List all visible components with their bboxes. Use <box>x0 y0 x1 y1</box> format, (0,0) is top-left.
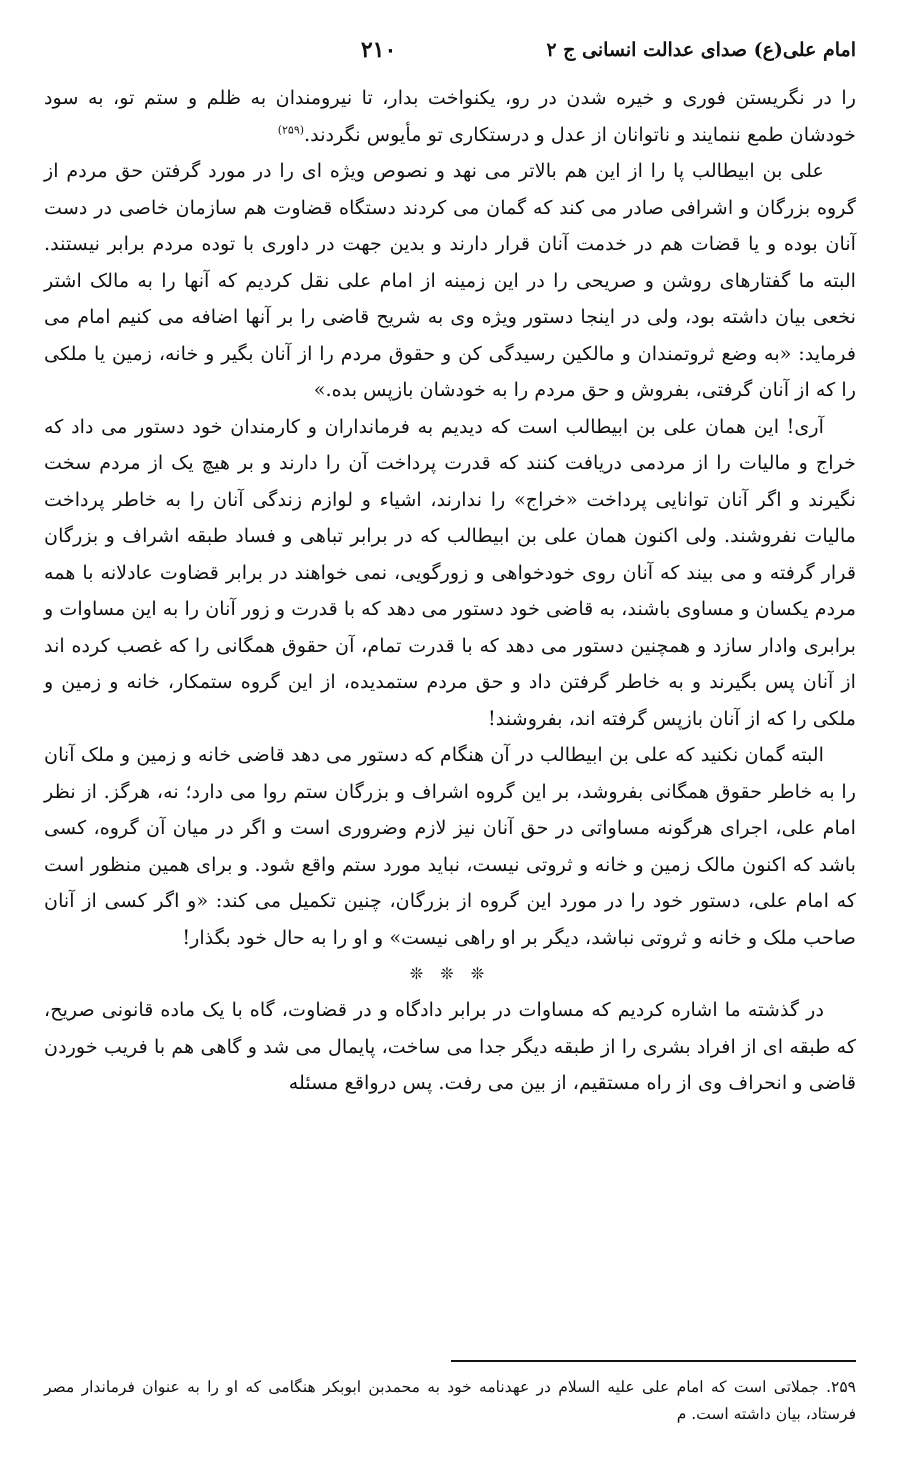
page-number: ۲۱۰ <box>360 37 397 63</box>
footnote-divider <box>451 1360 856 1362</box>
page-header <box>44 32 856 68</box>
footnote <box>44 1374 856 1428</box>
paragraph-1 <box>44 80 856 153</box>
footnote-text: ۲۵۹. جملاتی است که امام علی علیه السلام در عهدنامه خود به محمدبن ابوبکر هنگامی که او را به عنوان فرماندار مصر فرستاد، بیان داشته است. م <box>44 1378 856 1423</box>
paragraph-5: در گذشته ما اشاره کردیم که مساوات در برابر دادگاه و در قضاوت، گاه با یک ماده قانونی صریح، که طبقه ای از افراد بشری را از طبقه دیگر جدا می ساخت، پایمال می شد و گاهی هم با فریب خوردن قاضی و انحراف وی از راه مستقیم، از بین می رفت. پس درواقع مسئله <box>44 998 856 1094</box>
section-separator: ❊ ❊ ❊ <box>409 964 491 983</box>
running-title: امام علی(ع) صدای عدالت انسانی ج ۲ <box>546 39 856 61</box>
footnote-reference[interactable]: (۲۵۹) <box>277 123 305 137</box>
paragraph-3: آری! این همان علی بن ابیطالب است که دیدیم به فرمانداران و کارمندان خود دستور می داد که خراج و مالیات را از مردمی دریافت کنند که قدرت پرداخت آن را دارند و بر هیچ یک از مردم سخت نگیرند و اگر آنان توانایی پرداخت «خراج» را ندارند، اشیاء و لوازم زندگی آنان را به خاطر پرداخت مالیات نفروشند. ولی اکنون همان علی بن ابیطالب که در برابر تباهی و فساد طبقه اشراف و بزرگان قرار گرفته و می بیند که آنان روی خودخواهی و زورگویی، نمی خواهند در برابر قضاوت عادلانه با همه مردم یکسان و مساوی باشند، به قاضی خود دستور می دهد که با قدرت و زور آنان را به این مساوات و برابری وادار سازد و همچنین دستور می دهد که با قدرت تمام، آن حقوق همگانی را که غصب کرده اند از آنان پس بگیرند و به خاطر گرفتن داد و حق مردم ستمدیده، از این گروه ستمکار، خانه و زمین و ملکی را که از آنان بازپس گرفته اند، بفروشند! <box>44 414 856 730</box>
paragraph-4: البته گمان نکنید که علی بن ابیطالب در آن هنگام که دستور می دهد قاضی خانه و زمین و ملک آنان را به خاطر حقوق همگانی بفروشد، بر این گروه اشراف و بزرگان ستم روا می دارد؛ نه، هرگز. از نظر امام علی، اجرای هرگونه مساواتی در حق آنان نیز لازم وضروری است و اگر در میان آن گروه، کسی باشد که اکنون مالک زمین و خانه و ثروتی نیست، نباید مورد ستم واقع شود. و برای همین منظور است که امام علی، دستور خود را در مورد این گروه از بزرگان، چنین تکمیل می کند: «و اگر کسی از آنان صاحب ملک و خانه و ثروتی نباشد، دیگر بر او راهی نیست» و او را به حال خود بگذار! <box>44 743 856 949</box>
body-text <box>44 80 856 1102</box>
paragraph-2: علی بن ابیطالب پا را از این هم بالاتر می نهد و نصوص ویژه ای را در مورد گرفتن حق مردم از گروه بزرگان و اشرافی صادر می کند که گمان می کردند دستگاه قضاوت هم سازمان خاصی در دست آنان بوده و یا قضات هم در خدمت آنان قرار دارند و بدین جهت در داوری با توده مردم برابر نیستند. البته ما گفتارهای روشن و صریحی را در این زمینه از امام علی نقل کردیم که آنها را به مالک اشتر نخعی بیان داشته بود، ولی در اینجا دستور ویژه وی به شریح قاضی را بر آنها اضافه می کنیم امام می فرماید: «به وضع ثروتمندان و مالکین رسیدگی کن و حقوق مردم را از آنان بگیر و خانه، زمین یا ملکی را که از آنان گرفتی، بفروش و حق مردم را به خودشان بازپس بده.» <box>44 159 856 401</box>
paragraph-1-text: را در نگریستن فوری و خیره شدن در رو، یکنواخت بدار، تا نیرومندان به ظلم و ستم تو، به سود خودشان طمع ننمایند و ناتوانان از عدل و درستکاری تو مأیوس نگردند. <box>44 86 857 146</box>
